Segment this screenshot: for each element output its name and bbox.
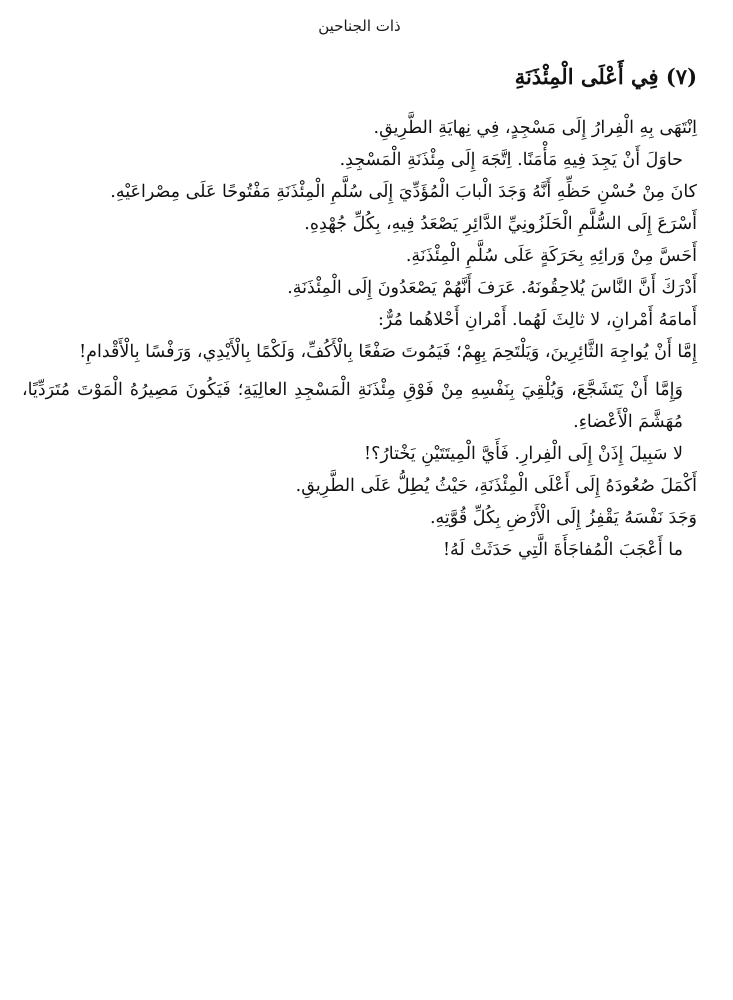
- running-header: ذات الجناحين: [318, 17, 401, 35]
- text-line-13: ما أَعْجَبَ الْمُفاجَأَةَ الَّتِي حَدَثَتْ لَهُ!: [443, 540, 683, 560]
- text-line-1: اِنْتَهَى بِهِ الْفِرارُ إِلَى مَسْجِدٍ، فِي نِهايَةِ الطَّرِيقِ.: [373, 118, 697, 138]
- text-line-5: أَحَسَّ مِنْ وَرائِهِ بِحَرَكَةٍ عَلَى سُلَّمِ الْمِئْذَنَةِ.: [405, 246, 697, 266]
- text-line-2: حاوَلَ أَنْ يَجِدَ فِيهِ مَأْمَنًا. اِتَّجَهَ إِلَى مِئْذَنَةِ الْمَسْجِدِ.: [339, 150, 683, 170]
- chapter-title: (٧) فِي أَعْلَى الْمِئْذَنَةِ: [514, 64, 697, 89]
- text-line-6: أَدْرَكَ أَنَّ النَّاسَ يُلاحِقُونَهُ. عَرَفَ أَنَّهُمْ يَصْعَدُونَ إِلَى الْمِئْذَنَةِ.: [287, 278, 697, 298]
- text-line-7: أَمامَهُ أَمْرانِ، لا ثالِثَ لَهُما. أَمْرانِ أَحْلاهُما مُرٌّ:: [378, 310, 697, 330]
- text-paragraph-9: وَإِمَّا أَنْ يَتَشَجَّعَ، وَيُلْقِيَ بِنَفْسِهِ مِنْ فَوْقِ مِئْذَنَةِ الْمَسْجِدِ العالِيَةِ؛ فَيَكُونَ مَصِيرُهُ الْمَوْتَ مُتَرَدِّيًا، مُهَشَّمَ الْأَعْضاءِ.: [22, 380, 683, 432]
- text-paragraph-8: إِمَّا أَنْ يُواجِهَ الثَّائِرِينَ، وَيَلْتَحِمَ بِهِمْ؛ فَيَمُوتَ صَفْعًا بِالْأَكُفِّ، وَلَكْمًا بِالْأَيْدِي، وَرَفْسًا بِالْأَقْدامِ!: [79, 342, 697, 362]
- text-line-10: لا سَبِيلَ إِذَنْ إِلَى الْفِرارِ. فَأَيَّ الْمِيتَتَيْنِ يَخْتارُ؟!: [364, 444, 683, 464]
- chapter-text: [22, 112, 697, 566]
- text-line-4: أَسْرَعَ إِلَى السُّلَّمِ الْحَلَزُونِيِّ الدَّائِرِ يَصْعَدُ فِيهِ، بِكُلِّ جُهْدِهِ.: [304, 214, 697, 234]
- text-line-3: كانَ مِنْ حُسْنِ حَظِّهِ أَنَّهُ وَجَدَ الْبابَ الْمُؤَدِّيَ إِلَى سُلَّمِ الْمِئْذَنَةِ مَفْتُوحًا عَلَى مِصْراعَيْهِ.: [110, 182, 697, 202]
- text-line-12: وَجَدَ نَفْسَهُ يَقْفِزُ إِلَى الْأَرْضِ بِكُلِّ قُوَّتِهِ.: [429, 508, 697, 528]
- text-line-11: أَكْمَلَ صُعُودَهُ إِلَى أَعْلَى الْمِئْذَنَةِ، حَيْثُ يُطِلُّ عَلَى الطَّرِيقِ.: [295, 476, 697, 496]
